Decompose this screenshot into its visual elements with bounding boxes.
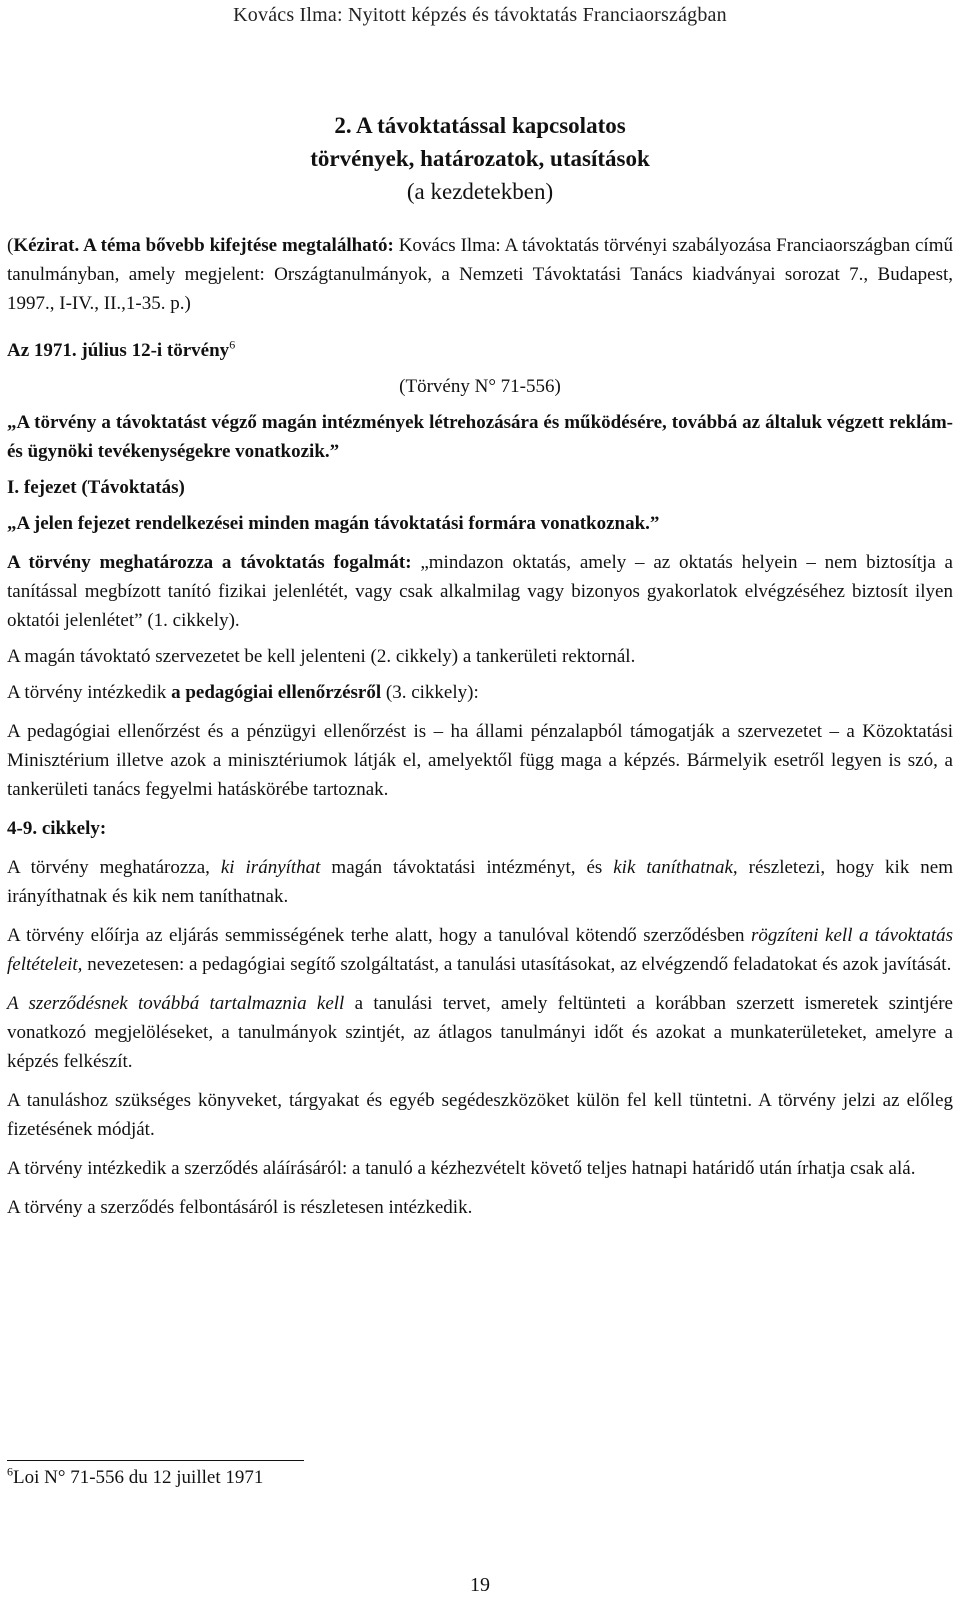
footnote-mark: 6 bbox=[7, 1464, 13, 1479]
contract-paragraph bbox=[7, 921, 953, 979]
section-subtitle: (a kezdetekben) bbox=[406, 179, 554, 204]
materials-paragraph: A tanuláshoz szükséges könyveket, tárgyakat és egyéb segédeszközöket külön fel kell tüntetni. A törvény jelzi az előleg fizetésének módját. bbox=[7, 1090, 953, 1140]
management-italic-2: kik taníthatnak bbox=[613, 857, 733, 878]
control-bold: a pedagógiai ellenőrzésről bbox=[171, 682, 382, 703]
law-scope-quote-text: „A törvény a távoktatást végző magán intézmények létrehozására és működésére, továbbá az általuk végzett reklám- és ügynöki tevékenységekre vonatkozik.” bbox=[7, 412, 953, 462]
footnote-text: Loi N° 71-556 du 12 juillet 1971 bbox=[13, 1467, 264, 1488]
page-number: 19 bbox=[470, 1574, 490, 1596]
section-title-line-1: 2. A távoktatással kapcsolatos bbox=[334, 113, 626, 138]
main-content bbox=[7, 231, 953, 1222]
law-heading-text: Az 1971. július 12-i törvény bbox=[7, 340, 230, 361]
contract-content-italic: A szerződésnek továbbá tartalmaznia kell bbox=[7, 993, 345, 1014]
articles-heading-text: 4-9. cikkely: bbox=[7, 818, 107, 839]
law-scope-quote bbox=[7, 408, 953, 466]
law-number: (Törvény N° 71-556) bbox=[399, 376, 561, 397]
definition-text: „mindazon oktatás, amely – az oktatás helyein – nem biztosítja a tanítással megbízott tanító fizikai jelenlétét, vagy csak alkalmilag vagy bizonyos gyakorlatok elvégzéséhez biztosít ilyen oktatói jelenlétet” (1. cikkely). bbox=[7, 552, 953, 631]
management-text-a: A törvény meghatározza, bbox=[7, 857, 221, 878]
chapter-quote-text: „A jelen fejezet rendelkezései minden magán távoktatási formára vonatkoznak.” bbox=[7, 513, 660, 534]
management-paragraph bbox=[7, 853, 953, 911]
management-italic-1: ki irányíthat bbox=[220, 857, 321, 878]
termination-paragraph: A törvény a szerződés felbontásáról is részletesen intézkedik. bbox=[7, 1197, 473, 1218]
management-text-c: , részletezi, hogy kik nem irányíthatnak és kik nem taníthatnak. bbox=[7, 857, 953, 907]
registration-paragraph: A magán távoktató szervezetet be kell jelenteni (2. cikkely) a tankerületi rektornál. bbox=[7, 646, 636, 667]
section-title-block bbox=[0, 109, 960, 208]
contract-content-paragraph bbox=[7, 989, 953, 1076]
footnote-reference[interactable]: 6 bbox=[229, 337, 236, 352]
control-detail-paragraph: A pedagógiai ellenőrzést és a pénzügyi ellenőrzést is – ha állami pénzalapból támogatják a szervezetet – a Közoktatási Minisztérium illetve azok a minisztériumok látják el, amelyektől függ maga a képzés. Bármelyik esetről legyen is szó, a tankerületi tanács fegyelmi hatáskörébe tartoznak. bbox=[7, 721, 953, 800]
definition-paragraph bbox=[7, 548, 953, 635]
intro-label: Kézirat. A téma bővebb kifejtése megtalálható: bbox=[13, 235, 394, 256]
intro-text: Kovács Ilma: A távoktatás törvényi szabályozása Franciaországban című tanulmányban, amely megjelent: Országtanulmányok, a Nemzeti Távoktatási Tanács kiadványai sorozat 7., Budapest, 1997., I-IV., II.,1-35. p.) bbox=[7, 235, 953, 314]
control-text-a: A törvény intézkedik bbox=[7, 682, 172, 703]
chapter-quote bbox=[7, 509, 953, 538]
management-text-b: magán távoktatási intézményt, és bbox=[320, 857, 614, 878]
signature-paragraph: A törvény intézkedik a szerződés aláírásáról: a tanuló a kézhezvételt követő teljes hatnapi határidő után írhatja csak alá. bbox=[7, 1158, 916, 1179]
section-title-line-2: törvények, határozatok, utasítások bbox=[310, 146, 650, 171]
footnote bbox=[7, 1466, 263, 1490]
intro-paragraph bbox=[7, 231, 953, 318]
contract-content-text: a tanulási tervet, amely feltünteti a korábban szerzett ismeretek szintjére vonatkozó megjelöléseket, a tanulmányok szintjét, az átlagos tanulmányi időt és azokat a munkaterületeket, amelyre a képzés felkészít. bbox=[7, 993, 953, 1072]
running-header: Kovács Ilma: Nyitott képzés és távoktatás Franciaországban bbox=[233, 4, 727, 26]
chapter-heading-text: I. fejezet (Távoktatás) bbox=[7, 477, 185, 498]
contract-text-b: nevezetesen: a pedagógiai segítő szolgáltatást, a tanulási utasításokat, az elvégzendő feladatokat és azok javítását. bbox=[82, 954, 952, 975]
contract-text-a: A törvény előírja az eljárás semmisségének terhe alatt, hogy a tanulóval kötendő szerződésben bbox=[7, 925, 752, 946]
intro-open-paren: ( bbox=[7, 235, 14, 256]
definition-label: A törvény meghatározza a távoktatás fogalmát: bbox=[7, 552, 412, 573]
control-text-b: (3. cikkely): bbox=[381, 682, 479, 703]
chapter-heading bbox=[7, 473, 953, 502]
footnote-divider bbox=[7, 1460, 304, 1461]
law-heading bbox=[7, 336, 953, 365]
control-paragraph bbox=[7, 678, 953, 707]
contract-italic: rögzíteni kell a távoktatás feltételeit, bbox=[7, 925, 954, 975]
articles-heading bbox=[7, 814, 953, 843]
